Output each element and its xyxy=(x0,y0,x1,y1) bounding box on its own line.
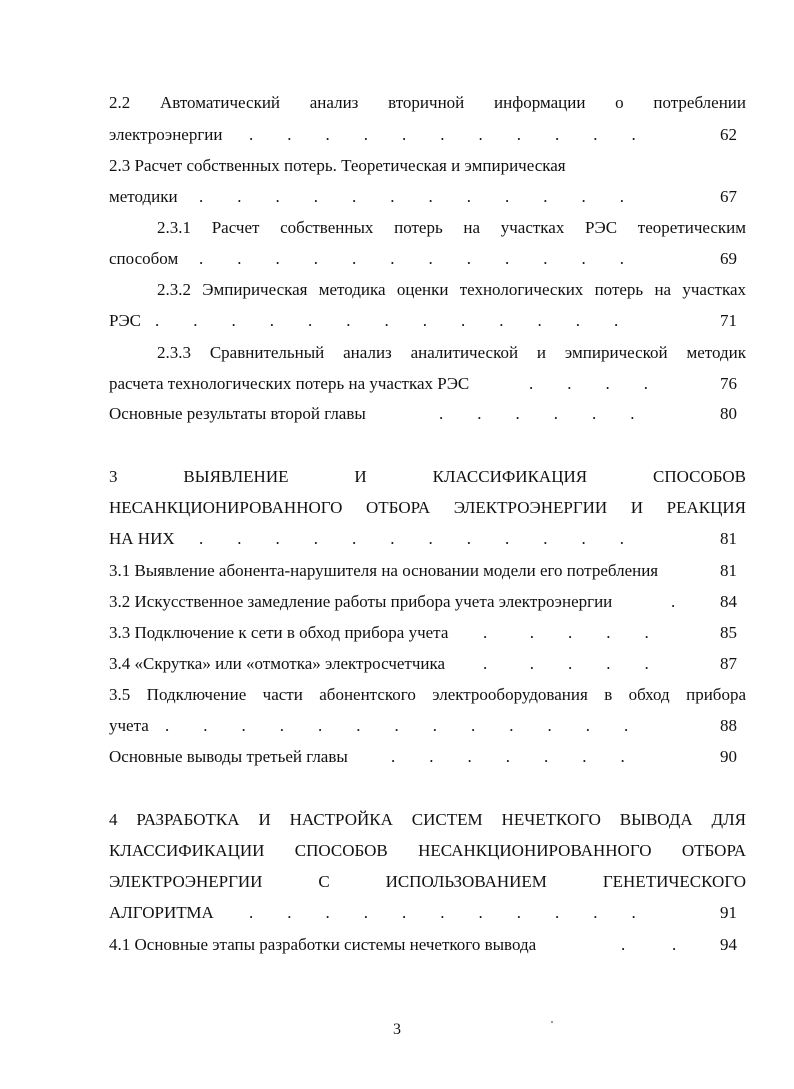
toc-entry-results-ch2[interactable] xyxy=(109,403,749,425)
toc-3-2-title: 3.2 Искусственное замедление работы прибора учета электроэнергии xyxy=(109,592,613,611)
dot-leader: . . . . . . . . . . . . xyxy=(199,187,624,206)
toc-ch3-title-line2: НЕСАНКЦИОНИРОВАННОГО ОТБОРА ЭЛЕКТРОЭНЕРГИИ И РЕАКЦИЯ xyxy=(109,498,746,517)
dot-leader: . . . . . . . . . . . xyxy=(249,903,636,922)
toc-2-3-title-line2: методики xyxy=(109,187,178,206)
toc-page-number: 81 xyxy=(720,529,737,548)
toc-entry-2-3[interactable] xyxy=(109,186,749,208)
toc-entry-ch3[interactable] xyxy=(109,528,749,550)
toc-entry-2-2[interactable] xyxy=(109,124,749,146)
toc-entry-3-4[interactable] xyxy=(109,653,749,675)
toc-entry-ch4[interactable] xyxy=(109,902,749,924)
toc-page-number: 85 xyxy=(720,623,737,642)
toc-2-2-title-line2: электроэнергии xyxy=(109,125,223,144)
toc-page-number: 71 xyxy=(720,311,737,330)
dot-leader: . . . . . . . . . . . . . xyxy=(155,311,619,330)
scan-speck xyxy=(551,1021,553,1023)
dot-leader: . . . . . . . . . . . . xyxy=(199,249,624,268)
toc-page-number: 80 xyxy=(720,404,737,423)
toc-entry-3-5[interactable] xyxy=(109,715,749,737)
dot-leader: . . . . . . . . . . . . xyxy=(199,529,624,548)
toc-3-4-title: 3.4 «Скрутка» или «отмотка» электросчетчика xyxy=(109,654,446,673)
toc-ch4-title-line3: ЭЛЕКТРОЭНЕРГИИ С ИСПОЛЬЗОВАНИЕМ ГЕНЕТИЧЕСКОГО xyxy=(109,872,746,891)
dot-leader: . . . . . . . . . . . xyxy=(249,125,636,144)
toc-entry-3-3[interactable] xyxy=(109,622,749,644)
toc-page-number: 84 xyxy=(720,592,737,611)
toc-2-2-title-line1: 2.2 Автоматический анализ вторичной информации о потреблении xyxy=(109,93,746,112)
dot-leader: . . xyxy=(621,935,677,954)
toc-4-1-title: 4.1 Основные этапы разработки системы нечеткого вывода xyxy=(109,935,537,954)
toc-page-number: 69 xyxy=(720,249,737,268)
toc-page-number: 88 xyxy=(720,716,737,735)
toc-entry-2-3-1[interactable] xyxy=(109,248,749,270)
toc-2-3-1-title-line1: 2.3.1 Расчет собственных потерь на участках РЭС теоретическим xyxy=(157,218,746,237)
toc-page-number: 87 xyxy=(720,654,737,673)
toc-2-3-1-title-line2: способом xyxy=(109,249,179,268)
toc-2-3-2-title-line1: 2.3.2 Эмпирическая методика оценки технологических потерь на участках xyxy=(157,280,746,299)
toc-3-3-title: 3.3 Подключение к сети в обход прибора учета xyxy=(109,623,449,642)
toc-page-number: 94 xyxy=(720,935,737,954)
dot-leader: . . . . . . . . . . . . . xyxy=(165,716,629,735)
toc-page-number: 76 xyxy=(720,374,737,393)
toc-entry-results-ch3[interactable] xyxy=(109,746,749,768)
page-number: 3 xyxy=(393,1021,401,1038)
toc-results-ch2-title: Основные результаты второй главы xyxy=(109,404,366,423)
toc-page-number: 90 xyxy=(720,747,737,766)
toc-page-number: 62 xyxy=(720,125,737,144)
dot-leader: . . . . . xyxy=(483,654,649,673)
toc-entry-2-3-2[interactable] xyxy=(109,310,749,332)
dot-leader: . . . . . . xyxy=(439,404,635,423)
toc-2-3-3-title-line1: 2.3.3 Сравнительный анализ аналитической и эмпирической методик xyxy=(157,343,746,362)
toc-ch4-title-line4: АЛГОРИТМА xyxy=(109,903,214,922)
toc-3-5-title-line2: учета xyxy=(109,716,149,735)
dot-leader: . . . . . xyxy=(483,623,649,642)
toc-entry-2-3-3[interactable] xyxy=(109,373,749,395)
toc-page-number: 67 xyxy=(720,187,737,206)
toc-page-number: 81 xyxy=(720,561,737,580)
toc-ch4-title-line1: 4 РАЗРАБОТКА И НАСТРОЙКА СИСТЕМ НЕЧЕТКОГО ВЫВОДА ДЛЯ xyxy=(109,810,746,829)
toc-ch3-title-line1: 3 ВЫЯВЛЕНИЕ И КЛАССИФИКАЦИЯ СПОСОБОВ xyxy=(109,467,746,486)
toc-2-3-2-title-line2: РЭС xyxy=(109,311,142,330)
toc-entry-3-2[interactable] xyxy=(109,591,749,613)
toc-entry-4-1[interactable] xyxy=(109,934,749,956)
toc-2-3-title-line1: 2.3 Расчет собственных потерь. Теоретическая и эмпирическая xyxy=(109,156,566,175)
dot-leader: . . . . . . . xyxy=(391,747,625,766)
toc-2-3-3-title-line2: расчета технологических потерь на участках РЭС xyxy=(109,374,470,393)
toc-ch4-title-line2: КЛАССИФИКАЦИИ СПОСОБОВ НЕСАНКЦИОНИРОВАННОГО ОТБОРА xyxy=(109,841,746,860)
dot-leader: . xyxy=(671,592,676,611)
toc-3-5-title-line1: 3.5 Подключение части абонентского электрооборудования в обход прибора xyxy=(109,685,746,704)
toc-page-number: 91 xyxy=(720,903,737,922)
toc-results-ch3-title: Основные выводы третьей главы xyxy=(109,747,348,766)
dot-leader: . . . . xyxy=(529,374,648,393)
toc-ch3-title-line3: НА НИХ xyxy=(109,529,175,548)
toc-3-1-title: 3.1 Выявление абонента-нарушителя на основании модели его потребления xyxy=(109,561,659,580)
toc-entry-3-1[interactable] xyxy=(109,560,749,582)
